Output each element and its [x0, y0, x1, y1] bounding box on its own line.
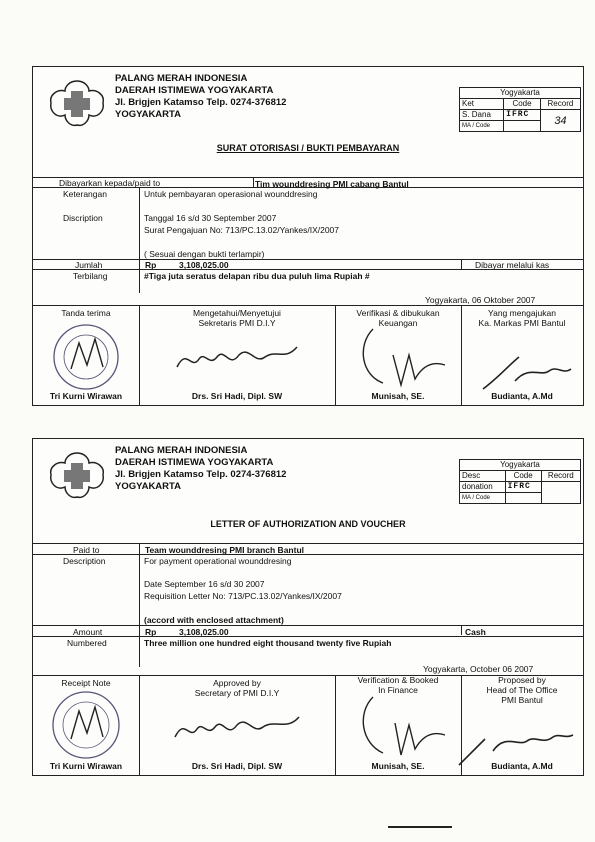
paid-to-value: Team wounddresing PMI branch Bantul	[145, 545, 304, 555]
code-table	[459, 459, 581, 504]
footer-rule	[388, 826, 452, 828]
terbilang-value: #Tiga juta seratus delapan ribu dua puluh lima Rupiah #	[144, 271, 370, 281]
divider	[461, 259, 462, 269]
sign-receiver-name: Tri Kurni Wirawan	[49, 391, 123, 401]
divider	[139, 543, 140, 667]
divider	[253, 178, 254, 187]
code-row3-label: MA / Code	[460, 121, 504, 132]
payment-method: Dibayar melalui kas	[475, 260, 550, 270]
signature-icon	[479, 347, 579, 393]
desc-line-1: Tanggal 16 s/d 30 September 2007	[144, 213, 277, 223]
sign-proposer-name: Budianta, A.Md	[491, 391, 553, 401]
divider	[139, 187, 140, 293]
code-header-code: Code	[505, 471, 541, 482]
sign-receiver-title: Receipt Note	[61, 678, 111, 688]
currency: Rp	[145, 260, 157, 270]
signature-icon	[455, 715, 579, 767]
numbered-value: Three million one hundred eight thousand twenty five Rupiah	[144, 638, 392, 648]
keterangan-value: Untuk pembayaran operasional wounddresing	[144, 189, 318, 199]
sign-proposer-title-3: PMI Bantul	[501, 695, 543, 705]
code-row3-code	[504, 121, 541, 132]
code-table-city: Yogyakarta	[460, 460, 581, 471]
divider	[33, 543, 583, 544]
divider	[33, 554, 583, 555]
org-region: DAERAH ISTIMEWA YOGYAKARTA	[115, 85, 274, 96]
code-header-record: Record	[540, 99, 580, 110]
paid-to-value: Tim wounddresing PMI cabang Bantul	[255, 179, 409, 189]
stamp-icon	[43, 685, 129, 765]
code-row-record: 34	[540, 110, 580, 132]
sign-verifier-title-2: Keuangan	[378, 318, 418, 328]
sign-verifier-title-1: Verifikasi & dibukukan	[356, 308, 440, 318]
signature-icon	[351, 693, 455, 761]
sign-approver-title-2: Sekretaris PMI D.I.Y	[198, 318, 276, 328]
date-line: Yogyakarta, 06 Oktober 2007	[425, 295, 536, 305]
code-header-ket: Ket	[460, 99, 504, 110]
sign-approver-title-2: Secretary of PMI D.I.Y	[194, 688, 280, 698]
org-address: Jl. Brigjen Katamso Telp. 0274-376812	[115, 97, 287, 108]
sign-proposer-title-1: Proposed by	[498, 675, 546, 685]
divider	[33, 636, 583, 637]
code-row-code: IFRC	[504, 110, 541, 121]
signature-icon	[173, 337, 303, 381]
signature-icon	[353, 325, 453, 391]
discription-label: Discription	[63, 213, 103, 223]
description-label: Description	[63, 556, 106, 566]
sign-verifier-title-1: Verification & Booked	[357, 675, 439, 685]
amount: 3,108,025.00	[179, 260, 229, 270]
code-header-desc: Desc	[460, 471, 506, 482]
divider	[33, 187, 583, 188]
code-header-record: Record	[541, 471, 580, 482]
org-address: Jl. Brigjen Katamso Telp. 0274-376812	[115, 469, 287, 480]
divider	[33, 269, 583, 270]
sign-approver-title-1: Approved by	[213, 678, 261, 688]
paid-to-label: Paid to	[73, 545, 100, 555]
desc-line-2: Requisition Letter No: 713/PC.13.02/Yankes/IX/2007	[144, 591, 342, 601]
voucher-title: SURAT OTORISASI / BUKTI PEMBAYARAN	[216, 143, 400, 153]
sign-approver-name: Drs. Sri Hadi, Dipl. SW	[191, 761, 283, 771]
sign-approver-name: Drs. Sri Hadi, Dipl. SW	[191, 391, 283, 401]
paid-to-label: Dibayarkan kepada/paid to	[59, 178, 161, 188]
jumlah-label: Jumlah	[75, 260, 103, 270]
sign-proposer-title-2: Head of The Office	[486, 685, 558, 695]
divider	[33, 625, 583, 626]
org-name: PALANG MERAH INDONESIA	[115, 445, 248, 456]
voucher-english	[32, 438, 584, 776]
divider	[461, 625, 462, 635]
pmi-logo-icon	[45, 449, 109, 501]
signature-icon	[171, 707, 305, 751]
voucher-title: LETTER OF AUTHORIZATION AND VOUCHER	[210, 519, 406, 529]
amount-label: Amount	[73, 627, 103, 637]
org-city: YOGYAKARTA	[115, 109, 181, 120]
numbered-label: Numbered	[67, 638, 107, 648]
code-row3-label: MA / Code	[460, 493, 506, 504]
code-table	[459, 87, 581, 132]
desc-line-1: Date September 16 s/d 30 2007	[144, 579, 265, 589]
sign-receiver-title: Tanda terima	[61, 308, 111, 318]
sign-verifier-title-2: In Finance	[378, 685, 418, 695]
payment-method: Cash	[465, 627, 486, 637]
divider	[33, 305, 583, 306]
stamp-icon	[43, 317, 129, 395]
desc-line-3: ( Sesuai dengan bukti terlampir)	[144, 249, 265, 259]
description-value: For payment operational wounddresing	[144, 556, 292, 566]
desc-line-2: Surat Pengajuan No: 713/PC.13.02/Yankes/IX/2007	[144, 225, 340, 235]
code-table-city: Yogyakarta	[460, 88, 581, 99]
keterangan-label: Keterangan	[63, 189, 107, 199]
sign-receiver-name: Tri Kurni Wirawan	[49, 761, 123, 771]
org-header	[115, 445, 286, 493]
sign-proposer-title-2: Ka. Markas PMI Bantul	[478, 318, 566, 328]
code-row-code: IFRC	[505, 482, 541, 493]
code-row-record	[541, 482, 580, 504]
date-line: Yogyakarta, October 06 2007	[423, 664, 534, 674]
currency: Rp	[145, 627, 157, 637]
code-row-label: donation	[460, 482, 506, 493]
sign-proposer-name: Budianta, A.Md	[491, 761, 553, 771]
org-name: PALANG MERAH INDONESIA	[115, 73, 248, 84]
amount: 3,108,025.00	[179, 627, 229, 637]
sign-verifier-name: Munisah, SE.	[371, 391, 425, 401]
code-row3-code	[505, 493, 541, 504]
sign-approver-title-1: Mengetahui/Menyetujui	[193, 308, 281, 318]
terbilang-label: Terbilang	[73, 271, 108, 281]
org-city: YOGYAKARTA	[115, 481, 181, 492]
sign-proposer-title-1: Yang mengajukan	[488, 308, 556, 318]
pmi-logo-icon	[45, 77, 109, 129]
code-row-label: S. Dana	[460, 110, 504, 121]
code-header-code: Code	[504, 99, 541, 110]
voucher-indonesian	[32, 66, 584, 406]
org-region: DAERAH ISTIMEWA YOGYAKARTA	[115, 457, 274, 468]
org-header	[115, 73, 286, 121]
sign-verifier-name: Munisah, SE.	[371, 761, 425, 771]
desc-line-3: (accord with enclosed attachment)	[144, 615, 284, 625]
